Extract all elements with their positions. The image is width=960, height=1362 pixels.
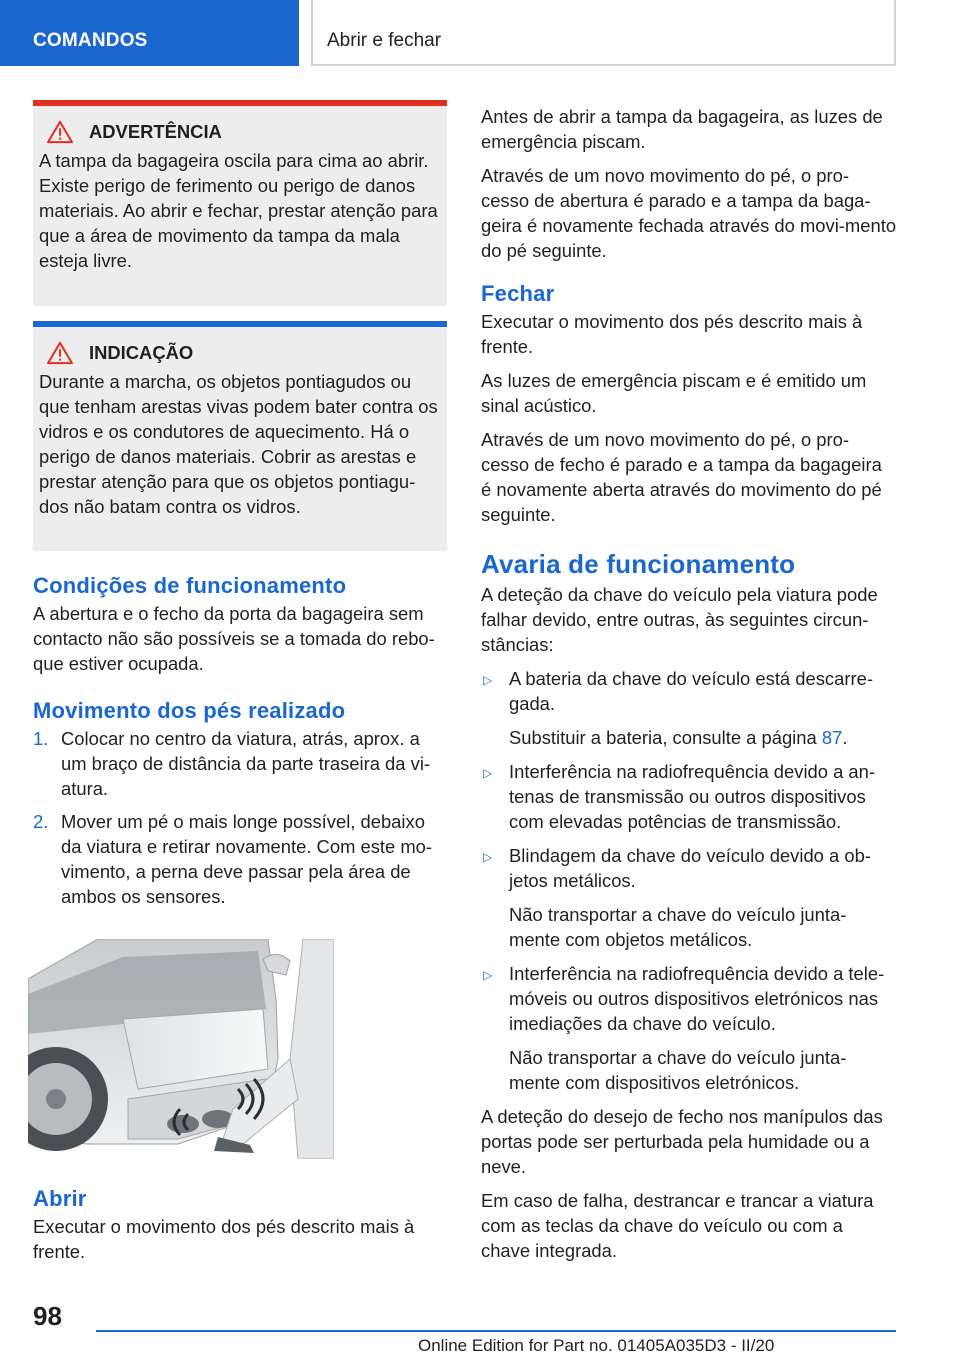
conditions-text: A abertura e o fecho da porta da bagageira sem contacto não são possíveis se a tomada do rebo-que estiver ocupada.: [33, 603, 435, 674]
paragraph: Através de um novo movimento do pé, o pro-cesso de fecho é parado e a tampa da bagageira é novamente aberta através do movimento do pé seguinte.: [481, 429, 882, 525]
bullet-text: Interferência na radiofrequência devido a tele-móveis ou outros dispositivos eletrónicos nas imediações da chave do veículo.: [509, 963, 885, 1034]
paragraph: A deteção da chave do veículo pela viatura pode falhar devido, entre outras, às seguintes circun-stâncias:: [481, 584, 878, 655]
warning-title: ADVERTÊNCIA: [89, 121, 222, 142]
warning-triangle-icon: [45, 120, 75, 144]
footer-divider: [96, 1330, 896, 1332]
paragraph: As luzes de emergência piscam e é emitido um sinal acústico.: [481, 370, 867, 416]
bullet-subtext-label: Substituir a bateria, consulte a página: [509, 727, 822, 748]
movement-heading: Movimento dos pés realizado: [33, 698, 346, 723]
paragraph: Antes de abrir a tampa da bagageira, as luzes de emergência piscam.: [481, 106, 883, 152]
step-item: [33, 809, 447, 909]
paragraph: Através de um novo movimento do pé, o pro-cesso de abertura é parado e a tampa da baga-geira é novamente fechada através do movi-mento do pé seguinte.: [481, 165, 897, 261]
bullet-subtext: Não transportar a chave do veículo junta-mente com objetos metálicos.: [509, 904, 847, 950]
open-heading: Abrir: [33, 1186, 87, 1211]
triangle-bullet-icon: ▷: [483, 850, 493, 864]
right-column: [481, 100, 897, 1272]
warning-text: A tampa da bagageira oscila para cima ao abrir. Existe perigo de ferimento ou perigo de danos materiais. Ao abrir e fechar, prestar atenção para que a área de movimento da tampa da mala esteja livre.: [39, 150, 438, 271]
page-number: 98: [33, 1301, 62, 1331]
step-text: Mover um pé o mais longe possível, debaixo da viatura e retirar novamente. Com este mo-vimento, a perna deve passar pela área de ambos os sensores.: [61, 811, 433, 907]
triangle-bullet-icon: ▷: [483, 766, 493, 780]
note-title-row: [45, 341, 439, 365]
bullet-item: [481, 759, 897, 834]
step-number: 2.: [33, 811, 49, 832]
open-text: Executar o movimento dos pés descrito mais à frente.: [33, 1216, 415, 1262]
bullet-subtext-end: .: [842, 727, 848, 748]
paragraph: Executar o movimento dos pés descrito mais à frente.: [481, 311, 863, 357]
header-section-label: COMANDOS: [33, 30, 148, 51]
note-triangle-icon: [45, 341, 75, 365]
footer-edition: Online Edition for Part no. 01405A035D3 - II/20: [418, 1336, 775, 1355]
step-item: [33, 726, 447, 801]
foot-gesture-illustration: [28, 939, 334, 1159]
triangle-bullet-icon: ▷: [483, 968, 493, 982]
close-heading: Fechar: [481, 281, 555, 306]
bullet-text: A bateria da chave do veículo está descarre-gada.: [509, 668, 873, 714]
step-number: 1.: [33, 728, 49, 749]
paragraph: Em caso de falha, destrancar e trancar a viatura com as teclas da chave do veículo ou com a chave integrada.: [481, 1190, 874, 1261]
triangle-bullet-icon: ▷: [483, 673, 493, 687]
header-section-tab: [0, 0, 299, 66]
header-topic-label: Abrir e fechar: [327, 30, 442, 51]
warning-title-row: [45, 120, 439, 144]
bullet-text: Interferência na radiofrequência devido a an-tenas de transmissão ou outros dispositivos com elevadas potências de transmissão.: [509, 761, 876, 832]
warning-box: [33, 100, 447, 306]
conditions-heading: Condições de funcionamento: [33, 573, 347, 598]
left-column: [33, 100, 447, 1273]
paragraph: A deteção do desejo de fecho nos manípulos das portas pode ser perturbada pela humidade ou a neve.: [481, 1106, 883, 1177]
bullet-item: [481, 961, 897, 1036]
note-title: INDICAÇÃO: [89, 342, 194, 363]
step-text: Colocar no centro da viatura, atrás, aprox. a um braço de distância da parte traseira da vi-atura.: [61, 728, 431, 799]
bullet-text: Blindagem da chave do veículo devido a ob-jetos metálicos.: [509, 845, 871, 891]
bullet-item: [481, 843, 897, 893]
header-topic-tab: [311, 0, 896, 66]
page-reference-link[interactable]: 87: [821, 727, 843, 748]
malfunction-heading: Avaria de funcionamento: [481, 549, 796, 579]
note-box: [33, 321, 447, 551]
bullet-item: [481, 666, 897, 716]
bullet-subtext: [509, 725, 897, 750]
note-text: Durante a marcha, os objetos pontiagudos ou que tenham arestas vivas podem bater contra os vidros e os condutores de aquecimento. Há o perigo de danos materiais. Cobrir as arestas e prestar atenção para que os objetos pontiagu-dos não batam contra os vidros.: [39, 371, 438, 517]
bullet-subtext: Não transportar a chave do veículo junta-mente com dispositivos eletrónicos.: [509, 1047, 847, 1093]
